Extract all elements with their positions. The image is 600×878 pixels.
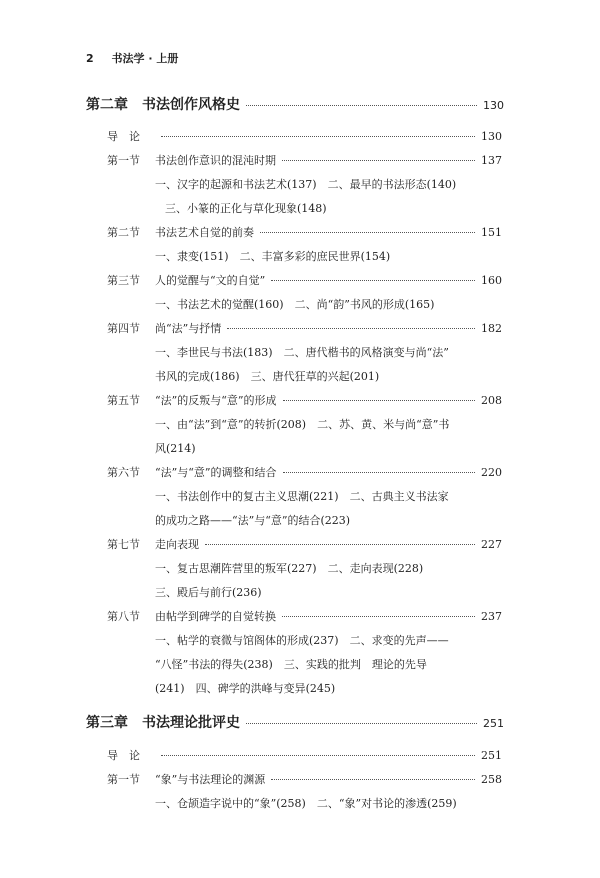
entry-title: “法”与“意”的调整和结合 [155,466,277,479]
entry-page: 220 [481,466,502,479]
dot-leader [282,616,475,617]
subsection-line: 一、帖学的衰微与馆阁体的形成(237) 二、求变的先声—— [155,634,449,647]
entry-label: 第一节 [107,154,140,167]
toc-entry-section-1[interactable] [107,152,502,168]
chapter-3-title: 第三章 书法理论批评史 [86,715,240,731]
subsection-line: 三、小篆的正化与草化现象(148) [165,202,327,215]
subsection-line: 书风的完成(186) 三、唐代狂草的兴起(201) [155,370,380,383]
chapter-3-entry[interactable] [86,712,504,732]
toc-entry-intro[interactable] [107,747,502,763]
entry-title: 由帖学到碑学的自觉转换 [155,610,276,623]
running-header [86,50,178,66]
toc-entry-section-8[interactable] [107,608,502,624]
entry-label: 第三节 [107,274,140,287]
entry-label: 导 论 [107,749,140,762]
toc-entry-section-3[interactable] [107,272,502,288]
entry-page: 237 [481,610,502,623]
toc-entry-section-2[interactable] [107,224,502,240]
dot-leader [246,105,477,106]
toc-entry-section-7[interactable] [107,536,502,552]
subsection-line: 一、李世民与书法(183) 二、唐代楷书的风格演变与尚“法” [155,346,449,359]
entry-label: 第七节 [107,538,140,551]
entry-label: 导 论 [107,130,140,143]
entry-page: 227 [481,538,502,551]
dot-leader [246,723,477,724]
dot-leader [271,779,475,780]
subsection-line: (241) 四、碑学的洪峰与变异(245) [155,682,336,695]
dot-leader [227,328,475,329]
entry-title: 走向表现 [155,538,199,551]
subsection-line: 一、隶变(151) 二、丰富多彩的庶民世界(154) [155,250,391,263]
dot-leader [260,232,475,233]
entry-title: 书法艺术自觉的前奏 [155,226,254,239]
entry-page: 182 [481,322,502,335]
subsection-line: 一、仓颉造字说中的“象”(258) 二、“象”对书论的渗透(259) [155,797,457,810]
subsection-line: 风(214) [155,442,196,455]
chapter-3-page: 251 [483,717,504,730]
entry-label: 第八节 [107,610,140,623]
entry-page: 130 [481,130,502,143]
dot-leader [283,400,476,401]
entry-label: 第四节 [107,322,140,335]
subsection-line: 一、复古思潮阵营里的叛军(227) 二、走向表现(228) [155,562,424,575]
subsection-line: 一、书法创作中的复古主义思潮(221) 二、古典主义书法家 [155,490,449,503]
entry-page: 258 [481,773,502,786]
page-number: 2 [86,52,94,65]
entry-page: 137 [481,154,502,167]
entry-label: 第二节 [107,226,140,239]
entry-title: 尚“法”与抒情 [155,322,222,335]
chapter-2-entry[interactable] [86,94,504,114]
entry-label: 第一节 [107,773,140,786]
subsection-line: 的成功之路——“法”与“意”的结合(223) [155,514,351,527]
toc-entry-intro[interactable] [107,128,502,144]
dot-leader [283,472,476,473]
entry-label: 第五节 [107,394,140,407]
dot-leader [282,160,475,161]
subsection-line: 一、由“法”到“意”的转折(208) 二、苏、黄、米与尚“意”书 [155,418,450,431]
book-title: 书法学 · 上册 [111,52,179,65]
dot-leader [161,755,475,756]
chapter-2-page: 130 [483,99,504,112]
entry-title: 书法创作意识的混沌时期 [155,154,276,167]
subsection-line: 一、书法艺术的觉醒(160) 二、尚“韵”书风的形成(165) [155,298,435,311]
entry-title: 人的觉醒与“文的自觉” [155,274,266,287]
dot-leader [271,280,475,281]
toc-entry-section-5[interactable] [107,392,502,408]
entry-title: “法”的反叛与“意”的形成 [155,394,277,407]
toc-entry-section-4[interactable] [107,320,502,336]
entry-page: 160 [481,274,502,287]
entry-page: 151 [481,226,502,239]
subsection-line: 三、殿后与前行(236) [155,586,262,599]
entry-label: 第六节 [107,466,140,479]
dot-leader [161,136,475,137]
entry-page: 251 [481,749,502,762]
subsection-line: 一、汉字的起源和书法艺术(137) 二、最早的书法形态(140) [155,178,457,191]
entry-title: “象”与书法理论的渊源 [155,773,266,786]
dot-leader [205,544,475,545]
toc-entry-section-6[interactable] [107,464,502,480]
subsection-line: “八怪”书法的得失(238) 三、实践的批判 理论的先导 [155,658,427,671]
chapter-2-title: 第二章 书法创作风格史 [86,97,240,113]
toc-entry-section-1[interactable] [107,771,502,787]
entry-page: 208 [481,394,502,407]
